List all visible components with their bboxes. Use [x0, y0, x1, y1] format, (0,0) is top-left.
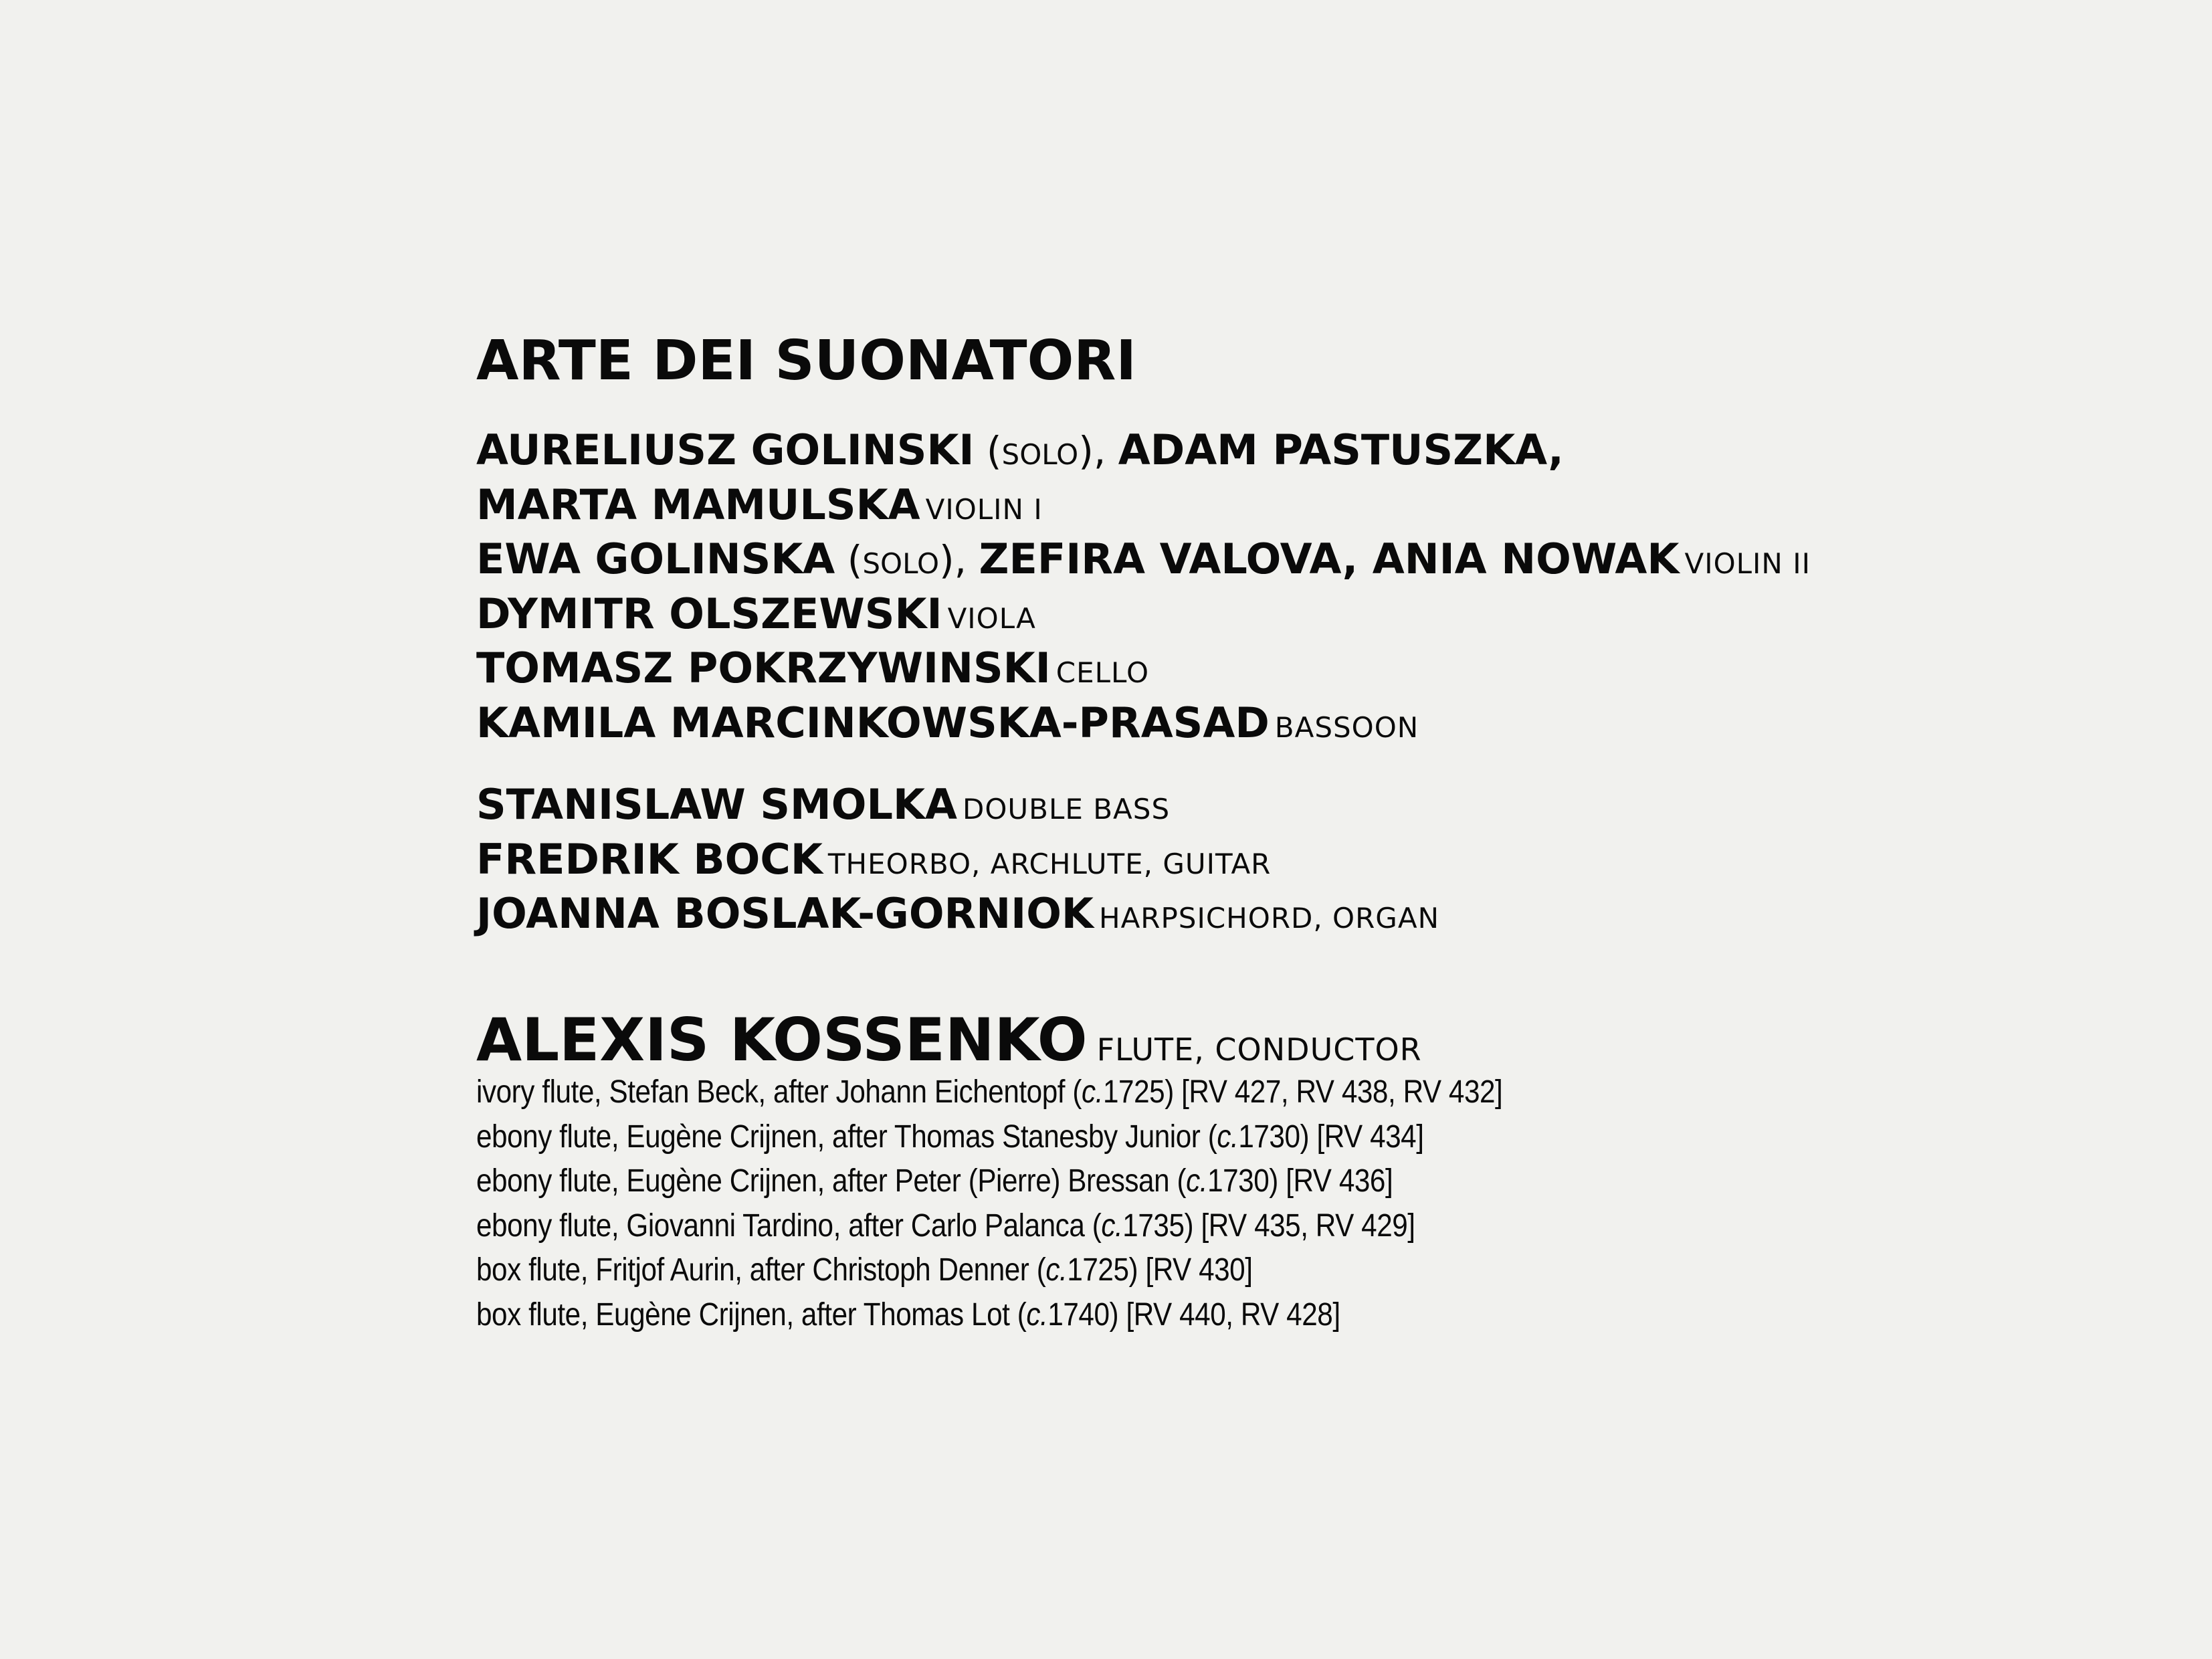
musician-name: STANISLAW SMOLKA: [476, 780, 957, 829]
musician-name: JOANNA BOSLAK-GORNIOK: [476, 889, 1094, 938]
ensemble-title: ARTE DEI SUONATORI: [476, 329, 1136, 393]
instrument-text: ebony flute, Eugène Crijnen, after Thomas Stanesby Junior (: [476, 1118, 1217, 1155]
musician-name: TOMASZ POKRZYWINSKI: [476, 644, 1051, 692]
instrument-text: 1740) [RV 440, RV 428]: [1047, 1296, 1340, 1333]
musician-line: [476, 696, 1811, 751]
circa-abbrev: c.: [1186, 1163, 1208, 1199]
musician-line: [476, 832, 1439, 887]
circa-abbrev: c.: [1045, 1252, 1068, 1288]
musician-role: HARPSICHORD, ORGAN: [1098, 902, 1439, 935]
instrument-line: [476, 1115, 1502, 1160]
circa-abbrev: c.: [1082, 1074, 1103, 1110]
musician-line: [476, 423, 1811, 478]
instrument-line: [476, 1159, 1502, 1204]
conductor-name: ALEXIS KOSSENKO: [476, 1005, 1088, 1074]
circa-abbrev: c.: [1217, 1118, 1239, 1155]
instrument-text: 1725) [RV 427, RV 438, RV 432]: [1102, 1074, 1503, 1110]
instrument-text: 1725) [RV 430]: [1067, 1252, 1253, 1288]
instrument-text: ebony flute, Eugène Crijnen, after Peter (Pierre) Bressan (: [476, 1163, 1187, 1199]
musician-line: [476, 587, 1811, 642]
musician-role: VIOLA: [947, 601, 1036, 635]
musician-name: FREDRIK BOCK: [476, 834, 823, 884]
instrument-text: ivory flute, Stefan Beck, after Johann Eichentopf (: [476, 1074, 1082, 1110]
musicians-list-strings: [476, 423, 1811, 750]
conductor-line: [476, 1000, 1422, 1080]
circa-abbrev: c.: [1101, 1207, 1123, 1244]
musician-line: [476, 886, 1439, 941]
musician-line: [476, 532, 1811, 587]
instrument-text: 1735) [RV 435, RV 429]: [1122, 1207, 1415, 1244]
instrument-line: [476, 1248, 1502, 1293]
musician-name: MARTA MAMULSKA: [476, 480, 920, 529]
musician-role: CELLO: [1055, 656, 1150, 689]
instrument-line: [476, 1070, 1502, 1115]
musician-line: [476, 478, 1811, 532]
punctuation: (: [974, 428, 1002, 474]
musicians-list-continuo: [476, 777, 1439, 941]
musician-name: AURELIUSZ GOLINSKI: [476, 425, 975, 474]
musician-name: EWA GOLINSKA: [476, 534, 835, 583]
punctuation: ),: [939, 537, 979, 583]
musician-name: KAMILA MARCINKOWSKA-PRASAD: [476, 698, 1270, 747]
musician-role: BASSOON: [1274, 710, 1419, 744]
punctuation: ),: [1078, 428, 1118, 474]
musician-role: DOUBLE BASS: [963, 793, 1171, 825]
musician-name: ZEFIRA VALOVA, ANIA NOWAK: [979, 534, 1680, 583]
instrument-text: box flute, Fritjof Aurin, after Christoph Denner (: [476, 1252, 1046, 1288]
musician-role: VIOLIN I: [925, 492, 1043, 526]
solo-note: SOLO: [1001, 438, 1079, 471]
musician-line: [476, 777, 1439, 832]
conductor-role: FLUTE, CONDUCTOR: [1096, 1032, 1422, 1068]
instrument-text: box flute, Eugène Crijnen, after Thomas Lot (: [476, 1296, 1027, 1333]
flute-instruments-list: [476, 1070, 1643, 1337]
instrument-text: 1730) [RV 434]: [1238, 1118, 1424, 1155]
musician-line: [476, 641, 1811, 696]
punctuation: (: [835, 537, 863, 583]
circa-abbrev: c.: [1026, 1296, 1048, 1333]
instrument-line: [476, 1293, 1502, 1338]
musician-name: ADAM PASTUSZKA,: [1118, 425, 1564, 474]
solo-note: SOLO: [862, 547, 940, 580]
instrument-text: 1730) [RV 436]: [1207, 1163, 1393, 1199]
musician-name: DYMITR OLSZEWSKI: [476, 589, 942, 638]
instrument-text: ebony flute, Giovanni Tardino, after Carlo Palanca (: [476, 1207, 1102, 1244]
musician-role: VIOLIN II: [1684, 547, 1811, 580]
instrument-line: [476, 1204, 1502, 1249]
musician-role: THEORBO, ARCHLUTE, GUITAR: [827, 847, 1272, 880]
